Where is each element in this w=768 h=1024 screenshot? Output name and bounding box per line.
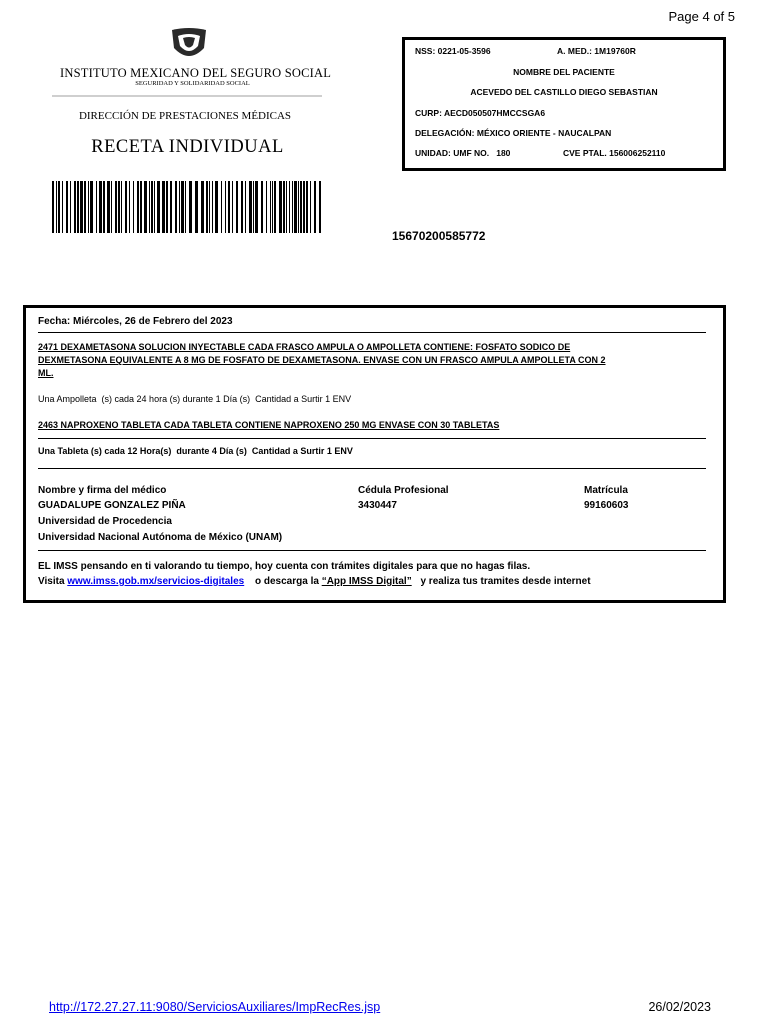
barcode-number: 15670200585772 xyxy=(392,229,486,243)
prescription-date: Fecha: Miércoles, 26 de Febrero del 2023 xyxy=(38,316,233,327)
cve-ptal: CVE PTAL. 156006252110 xyxy=(563,148,666,158)
med1-dose: Una Ampolleta (s) cada 24 hora (s) durante 1 Día (s) Cantidad a Surtir 1 ENV xyxy=(38,394,352,404)
cedula-label: Cédula Profesional xyxy=(358,485,449,496)
patient-name: ACEVEDO DEL CASTILLO DIEGO SEBASTIAN xyxy=(470,87,658,97)
matricula: 99160603 xyxy=(584,500,629,511)
cedula: 3430447 xyxy=(358,500,397,511)
prescription-box xyxy=(23,305,726,603)
document-title: RECETA INDIVIDUAL xyxy=(91,137,284,157)
divider xyxy=(38,468,706,469)
matricula-label: Matrícula xyxy=(584,485,628,496)
unidad: UNIDAD: UMF NO. 180 xyxy=(415,148,511,158)
med1-line1: 2471 DEXAMETASONA SOLUCION INYECTABLE CADA FRASCO AMPULA O AMPOLLETA CONTIENE: FOSFATO SODICO DE xyxy=(38,342,571,352)
med2-dose: Una Tableta (s) cada 12 Hora(s) durante 4 Día (s) Cantidad a Surtir 1 ENV xyxy=(38,446,353,456)
divider xyxy=(38,550,706,551)
barcode xyxy=(52,181,324,233)
imss-eagle-icon xyxy=(168,28,210,64)
nss: NSS: 0221-05-3596 xyxy=(415,46,491,56)
notice-visit: Visita xyxy=(38,576,65,587)
page-number: Page 4 of 5 xyxy=(668,9,735,24)
footer-url[interactable]: http://172.27.27.11:9080/ServiciosAuxiliares/ImpRecRes.jsp xyxy=(49,1000,381,1014)
footer-date: 26/02/2023 xyxy=(648,1000,711,1014)
delegacion: DELEGACIÓN: MÉXICO ORIENTE - NAUCALPAN xyxy=(415,128,612,138)
notice-line1: EL IMSS pensando en ti valorando tu tiempo, hoy cuenta con trámites digitales para que no hagas filas. xyxy=(38,561,531,572)
curp: CURP: AECD050507HMCCSGA6 xyxy=(415,108,546,118)
university-label: Universidad de Procedencia xyxy=(38,516,172,527)
institution-slogan: SEGURIDAD Y SOLIDARIDAD SOCIAL xyxy=(135,80,250,87)
app-name: “App IMSS Digital” xyxy=(321,576,412,587)
university: Universidad Nacional Autónoma de México (UNAM) xyxy=(38,532,283,543)
amed: A. MED.: 1M19760R xyxy=(557,46,636,56)
institution-name: INSTITUTO MEXICANO DEL SEGURO SOCIAL xyxy=(60,66,332,80)
divider xyxy=(38,438,706,439)
imss-digital-link[interactable]: www.imss.gob.mx/servicios-digitales xyxy=(67,576,245,587)
notice-mid: o descarga la xyxy=(254,576,319,587)
notice-line2 xyxy=(38,576,591,587)
logo-divider xyxy=(52,95,322,97)
doctor-name: GUADALUPE GONZALEZ PIÑA xyxy=(38,500,186,511)
med2-line1: 2463 NAPROXENO TABLETA CADA TABLETA CONTIENE NAPROXENO 250 MG ENVASE CON 30 TABLETAS xyxy=(38,420,500,430)
direccion-label: DIRECCIÓN DE PRESTACIONES MÉDICAS xyxy=(78,110,292,122)
patient-info-box xyxy=(402,37,726,171)
patient-name-label: NOMBRE DEL PACIENTE xyxy=(513,67,615,77)
med1-line3: ML. xyxy=(38,368,54,378)
notice-end: y realiza tus tramites desde internet xyxy=(420,576,591,587)
med1-line2: DEXMETASONA EQUIVALENTE A 8 MG DE FOSFATO DE DEXAMETASONA. ENVASE CON UN FRASCO AMPULA AMPOLLETA CON 2 xyxy=(38,355,606,365)
doctor-name-label: Nombre y firma del médico xyxy=(38,485,167,496)
divider xyxy=(38,332,706,333)
